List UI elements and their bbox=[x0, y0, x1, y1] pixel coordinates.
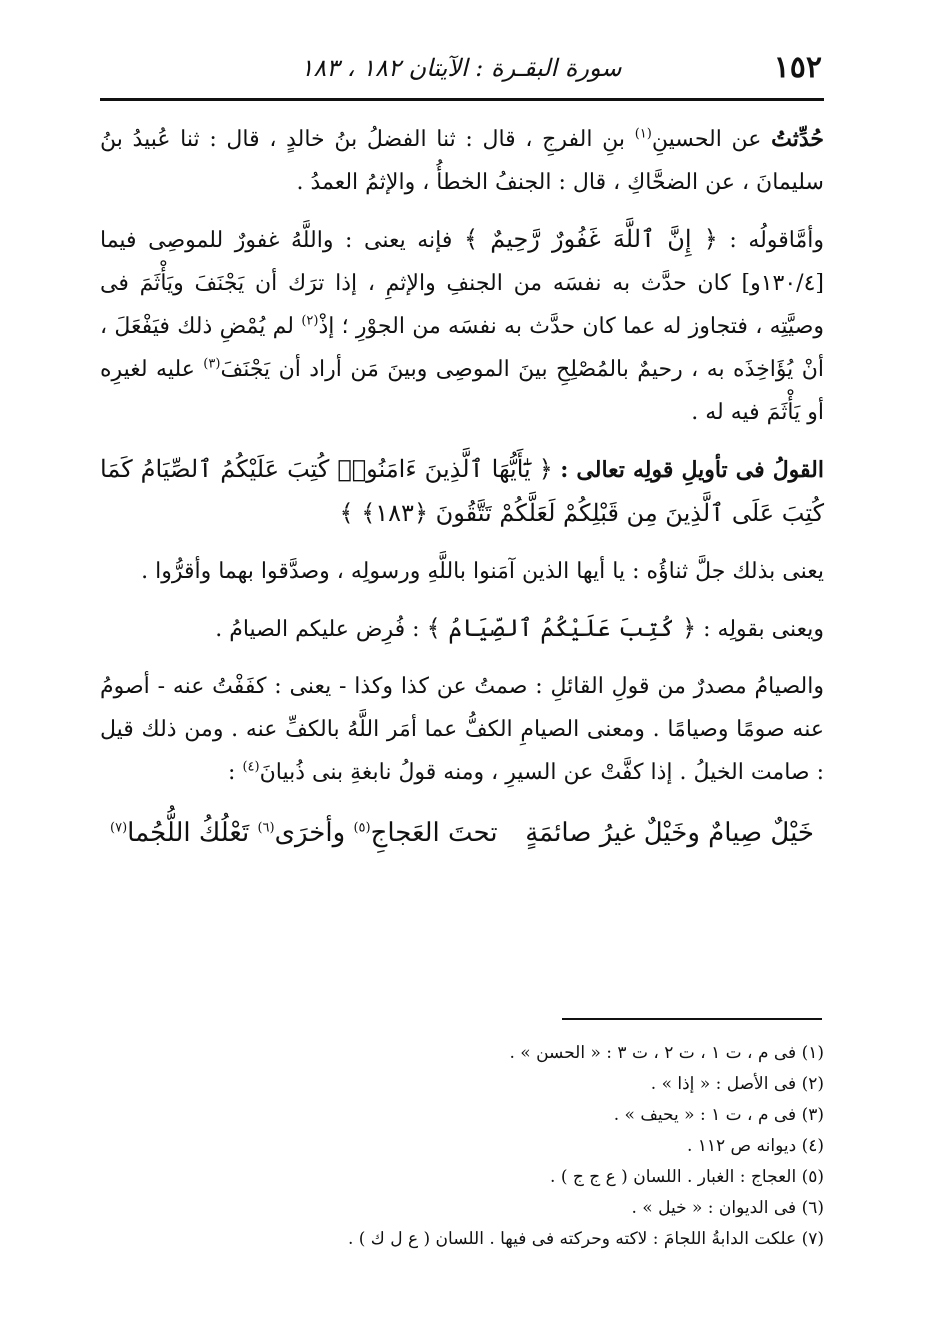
footnote-7: (٧) علكت الدابةُ اللجامَ : لاكته وحركته فى فيها . اللسان ( ع ل ك ) . bbox=[347, 1229, 824, 1249]
paragraph-text: وأمَّاقولُه : bbox=[729, 228, 824, 253]
quran-verse: ﴿ يَٰٓأَيُّهَا ٱلَّذِينَ ءَامَنُوا۟ كُتِبَ عَلَيْكُمُ ٱلصِّيَامُ كَمَا كُتِبَ عَلَى ٱلَّذِينَ مِن قَبْلِكُمْ لَعَلَّكُمْ تَتَّقُونَ ﴿١٨٣﴾ ﴾ bbox=[100, 455, 824, 527]
margin-reference: [١٣٠/٤و] bbox=[741, 271, 824, 296]
poem-text: تَعْلُكُ اللُّجُما bbox=[127, 818, 250, 848]
footnote-6: (٦) فى الديوان : « خيل » . bbox=[631, 1198, 824, 1218]
footnote-4: (٤) ديوانه ص ١١٢ . bbox=[686, 1136, 824, 1156]
paragraph-text: فإنه يعنى : واللَّهُ غفورٌ للموصِى فيما bbox=[100, 228, 453, 253]
page-number: ١٥٢ bbox=[773, 50, 822, 85]
paragraph-text: : bbox=[228, 760, 236, 785]
footnote-5: (٥) العجاج : الغبار . اللسان ( ع ج ج ) . bbox=[550, 1167, 824, 1187]
paragraph-4: يعنى بذلك جلَّ ثناؤُه : يا أيها الذين آمَنوا باللَّهِ ورسولِه ، وصدَّقوا بهما وأقرُّوا . bbox=[141, 559, 824, 584]
paragraph-text: ويعنى بقولِه : bbox=[703, 617, 824, 642]
paragraph-2 bbox=[100, 218, 824, 434]
paragraph-text: عليه لغيرِه أو يَأْثَمَ فيه له . bbox=[100, 357, 824, 425]
section-heading: القولُ فى تأويلِ قولِه تعالى : bbox=[560, 457, 824, 483]
paragraph-lead: حُدِّثتُ bbox=[771, 126, 824, 152]
footnote-ref-5[interactable]: (٥) bbox=[353, 820, 371, 836]
running-head: سورة البقـرة : الآيتان ١٨٢ ، ١٨٣ bbox=[300, 54, 622, 82]
footnote-ref-7[interactable]: (٧) bbox=[110, 820, 128, 836]
footnote-rule bbox=[562, 1018, 822, 1020]
footnote-ref-4[interactable]: (٤) bbox=[242, 759, 260, 775]
paragraph-text: بنِ الفرجِ ، قال : ثنا الفضلُ بنُ خالدٍ ، قال : ثنا عُبيدُ بنُ سليمانَ ، عن الضحَّاكِ ، قال : الجنفُ الخطأُ ، والإثمُ العمدُ . bbox=[100, 127, 824, 195]
paragraph-3 bbox=[100, 448, 824, 536]
quran-verse: ﴿ كُتِبَ عَلَيْكُمُ ٱلصِّيَامُ ﴾ bbox=[426, 614, 697, 642]
page-header bbox=[100, 44, 822, 94]
header-rule bbox=[100, 98, 824, 101]
footnote-ref-2[interactable]: (٢) bbox=[301, 313, 319, 329]
poem-verse bbox=[100, 812, 824, 855]
poem-text: وأخرَى bbox=[274, 818, 346, 848]
paragraph-text: عن الحسينِ bbox=[651, 127, 762, 152]
footnote-1: (١) فى م ، ت ١ ، ت ٢ ، ت ٣ : « الحسن » . bbox=[509, 1043, 824, 1063]
main-text bbox=[100, 118, 824, 855]
paragraph-6 bbox=[100, 665, 824, 794]
footnote-3: (٣) فى م ، ت ١ : « يحيف » . bbox=[613, 1105, 824, 1125]
paragraph-5 bbox=[100, 607, 824, 651]
paragraph-1 bbox=[100, 118, 824, 204]
quran-verse: ﴿ إِنَّ ٱللَّهَ غَفُورٌ رَّحِيمٌ ﴾ bbox=[463, 225, 718, 253]
poem-hemistich-2 bbox=[110, 812, 498, 855]
poem-text: تحتَ العَجاجِ bbox=[370, 818, 498, 848]
footnote-ref-6[interactable]: (٦) bbox=[257, 820, 275, 836]
paragraph-text: : فُرِض عليكم الصيامُ . bbox=[215, 617, 420, 642]
paragraph-text: لم يُمْضِ ذلك فيَفْعَلَ ، أنْ يُؤَاخِذَه به ، رحيمٌ بالمُصْلِحِ بينَ الموصِى وبينَ مَن أراد أن يَجْنَفَ bbox=[100, 314, 824, 382]
footnote-2: (٢) فى الأصل : « إذا » . bbox=[650, 1074, 824, 1094]
poem-hemistich-1: خَيْلٌ صِيامٌ وخَيْلٌ غيرُ صائمَةٍ bbox=[525, 818, 814, 848]
footnote-ref-1[interactable]: (١) bbox=[634, 126, 652, 142]
paragraph-text: والصيامُ مصدرٌ من قولِ القائلِ : صمتُ عن كذا وكذا - يعنى : كفَفْتُ عنه - أصومُ عنه صومًا وصيامًا . ومعنى الصيامِ الكفُّ عما أمَر اللَّهُ بالكفِّ عنه . ومن ذلك قيل : صامت الخيلُ . إذا كفَّتْ عن السيرِ ، ومنه قولُ نابغةِ بنى ذُبيانَ bbox=[100, 674, 824, 785]
footnote-ref-3[interactable]: (٣) bbox=[203, 356, 221, 372]
footnotes bbox=[100, 1038, 824, 1255]
paragraph-text: كان حدَّث به نفسَه من الجنفِ والإثمِ ، إذا ترَك أن يَجْنَفَ ويَأْثَمَ فى وصيَّتِه ، فتجاوز له عما كان حدَّث به نفسَه من الجوْرِ ؛ إذْ bbox=[100, 271, 824, 339]
